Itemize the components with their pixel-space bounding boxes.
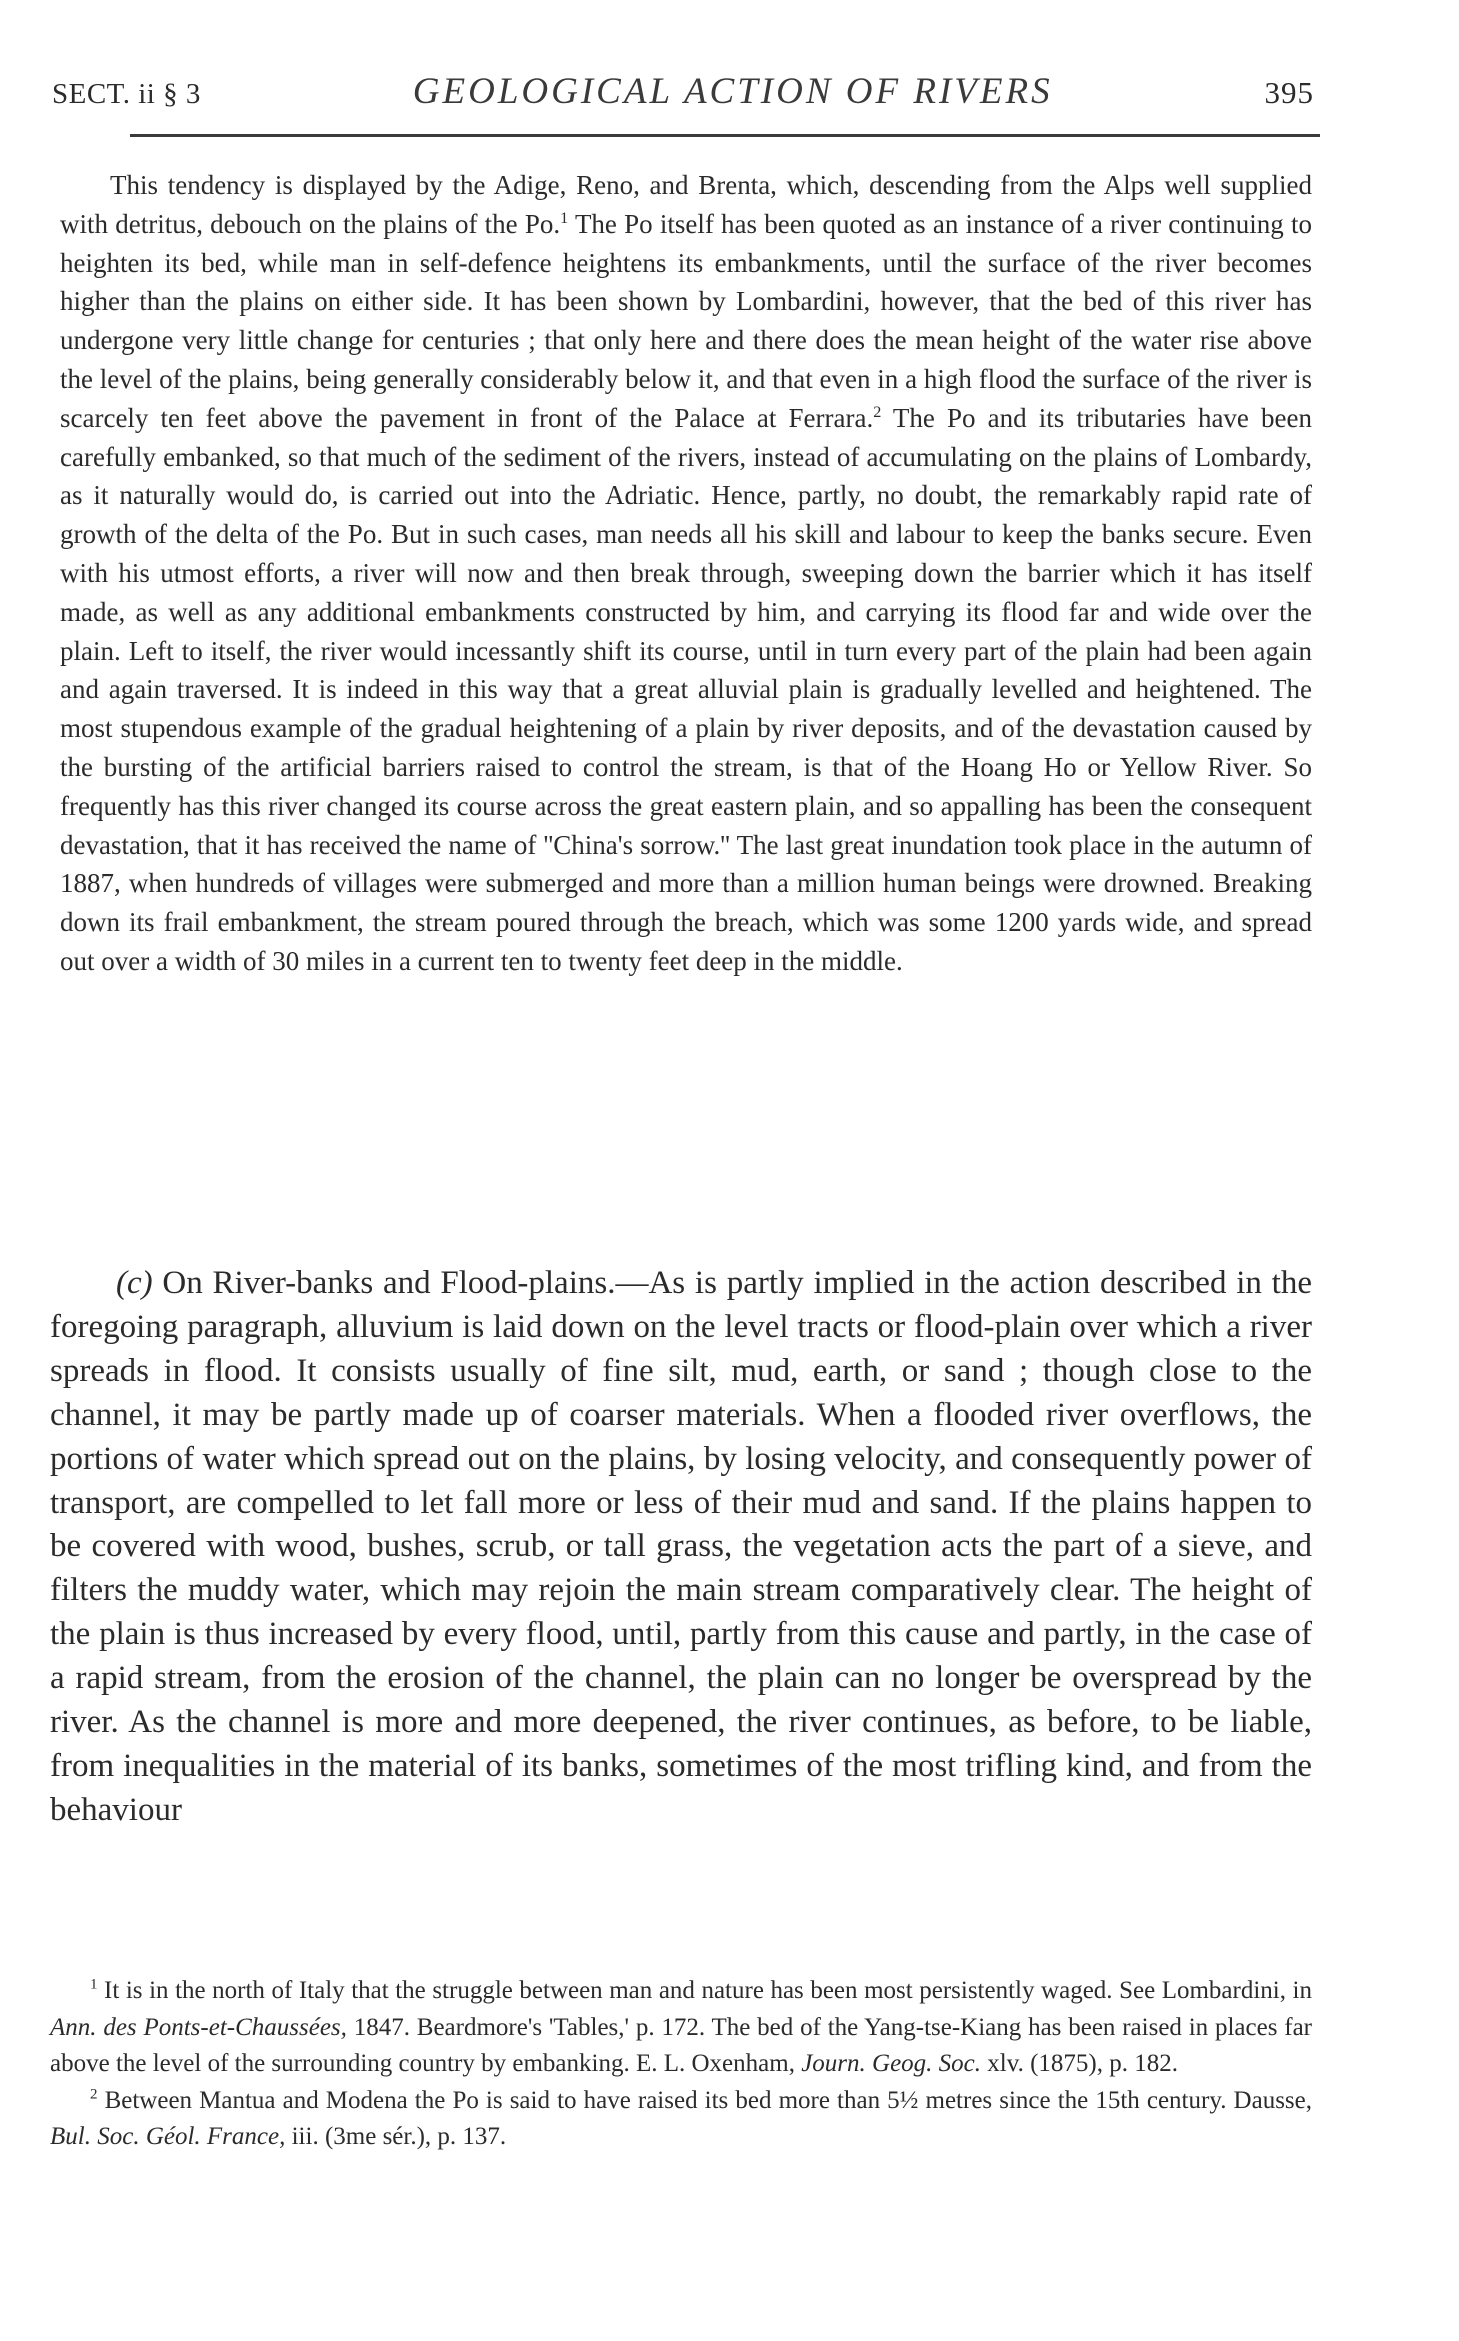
header-rule (130, 134, 1320, 137)
paragraph-flood-plains (50, 1262, 1312, 1833)
footnote-text: iii. (3me sér.), p. 137. (285, 2123, 507, 2150)
text-segment: The Po itself has been quoted as an instance of a river continuing to heighten its bed, while man in self-defence heightens its embankments, until the surface of the river becomes higher than the plains on either side. It has been shown by Lombardini, however, that the bed of this river has undergone very little change for centuries ; that only here and there does the mean height of the water rise above the level of the plains, being generally considerably below it, and that even in a high flood the surface of the river is scarcely ten feet above the pavement in front of the Palace at Ferrara. (60, 208, 1312, 433)
footnote-1 (50, 1973, 1312, 2083)
page-number: 395 (1264, 75, 1314, 110)
text-segment: The Po and its tributaries have been carefully embanked, so that much of the sediment of the rivers, instead of accumulating on the plains of Lombardy, as it naturally would do, is carried out into the Adriatic. Hence, partly, no doubt, the remarkably rapid rate of growth of the delta of the Po. But in such cases, man needs all his skill and labour to keep the banks secure. Even with his utmost efforts, a river will now and then break through, sweeping down the barrier which it has itself made, as well as any additional embankments constructed by him, and carrying its flood far and wide over the plain. Left to itself, the river would incessantly shift its course, until in turn every part of the plain had been again and again traversed. It is indeed in this way that a great alluvial plain is gradually levelled and heightened. The most stupendous example of the gradual heightening of a plain by river deposits, and of the devastation caused by the bursting of the artificial barriers raised to control the stream, is that of the Hoang Ho or Yellow River. So frequently has this river changed its course across the great eastern plain, and so appalling has been the consequent devastation, that it has received the name of ''China's sorrow.'' The last great inundation took place in the autumn of 1887, when hundreds of villages were submerged and more than a million human beings were drowned. Breaking down its frail embankment, the stream poured through the breach, which was some 1200 yards wide, and spread out over a width of 30 miles in a current ten to twenty feet deep in the middle. (60, 402, 1312, 976)
footnote-text: Between Mantua and Modena the Po is said to have raised its bed more than 5½ metres since the 15th century. Dausse, (97, 2086, 1312, 2114)
footnote-ref-2: 2 (873, 402, 882, 421)
footnote-text: It is in the north of Italy that the struggle between man and nature has been most persistently waged. See Lombardini, in (97, 1977, 1312, 2004)
footnote-text: xlv. (1875), p. 182. (981, 2050, 1179, 2077)
section-heading: On River-banks and Flood-plains. (162, 1265, 616, 1301)
footnote-ref-1: 1 (560, 208, 569, 227)
footnote-number: 2 (90, 2086, 98, 2103)
section-label-c: (c) (116, 1265, 153, 1301)
paragraph-body: —As is partly implied in the action described in the foregoing paragraph, alluvium is laid down on the level tracts or flood-plain over which a river spreads in flood. It consists usually of fine silt, mud, earth, or sand ; though close to the channel, it may be partly made up of coarser materials. When a flooded river overflows, the portions of water which spread out on the plains, by losing velocity, and consequently power of transport, are compelled to let fall more or less of their mud and sand. If the plains happen to be covered with wood, bushes, scrub, or tall grass, the vegetation acts the part of a sieve, and filters the muddy water, which may rejoin the main stream comparatively clear. The height of the plain is thus increased by every flood, until, partly from this cause and partly, in the case of a rapid stream, from the erosion of the channel, the plain can no longer be overspread by the river. As the channel is more and more deepened, the river continues, as before, to be liable, from inequalities in the material of its banks, sometimes of the most trifling kind, and from the behaviour (50, 1265, 1312, 1828)
section-label: SECT. ii § 3 (52, 78, 201, 110)
footnote-text: 1847. Beardmore's 'Tables,' p. 172. The bed of the Yang-tse-Kiang has been raised in places far above the level of the surrounding country by embanking. E. L. Oxenham, (50, 2013, 1312, 2077)
running-header (52, 70, 1314, 130)
citation-title: Journ. Geog. Soc. (801, 2050, 982, 2077)
footnote-number: 1 (90, 1976, 98, 1993)
footnote-2 (50, 2083, 1312, 2156)
text-segment: This tendency is displayed by the Adige, Reno, and Brenta, which, descending from the Alps well supplied with detritus, debouch on the plains of the Po. (60, 170, 1312, 239)
paragraph-po-river (60, 166, 1312, 981)
citation-title: Bul. Soc. Géol. France, (50, 2123, 286, 2150)
citation-title: Ann. des Ponts-et-Chaussées, (50, 2013, 347, 2041)
footnotes (50, 1973, 1312, 2156)
running-title: GEOLOGICAL ACTION OF RIVERS (412, 71, 1053, 112)
